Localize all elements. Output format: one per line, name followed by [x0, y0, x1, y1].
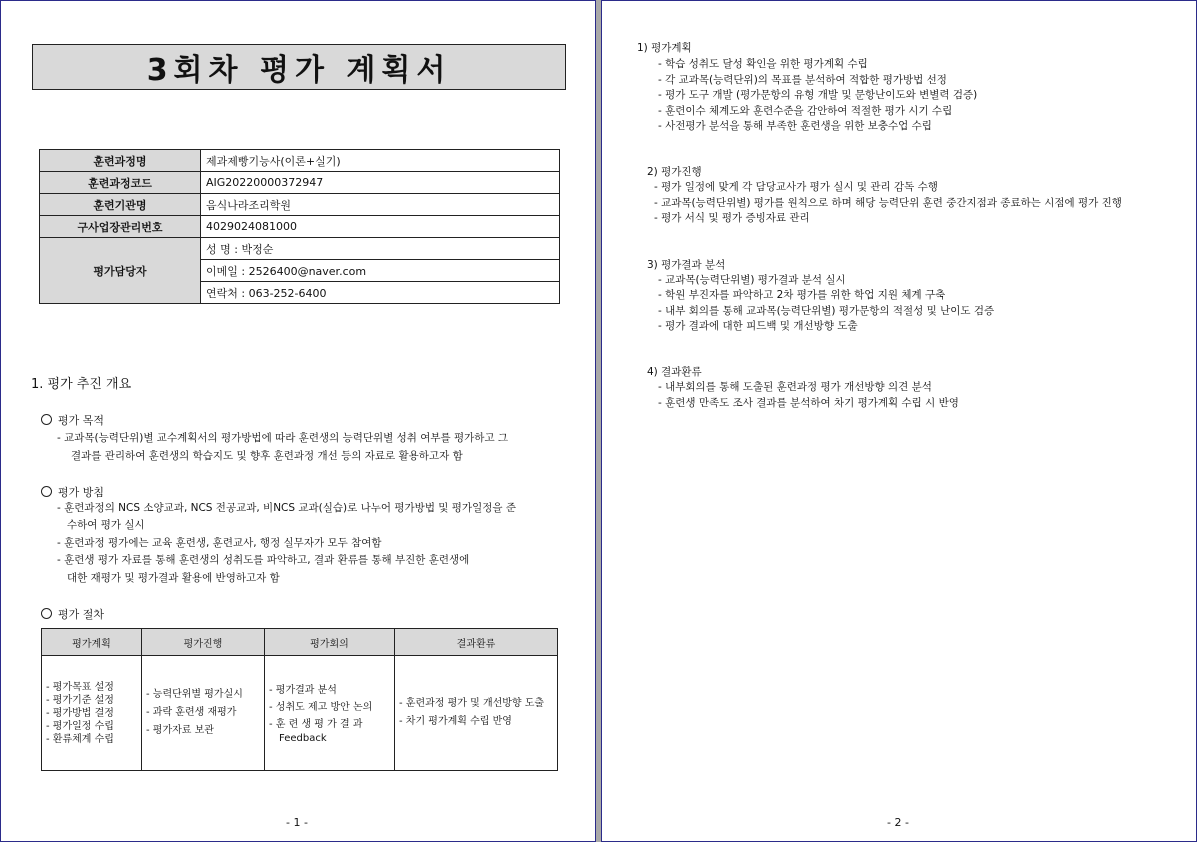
list-item: - 평가목표 설정: [46, 681, 114, 693]
institution-value: 음식나라조리학원: [201, 194, 560, 216]
list-item: - 평가결과 분석: [269, 684, 337, 696]
course-code-value: AIG20220000372947: [201, 172, 560, 194]
list-item: - 사전평가 분석을 통해 부족한 훈련생을 위한 보충수업 수립: [658, 120, 932, 132]
list-item: - 각 교과목(능력단위)의 목표를 분석하여 적합한 평가방법 선정: [658, 74, 947, 86]
policy-line-4: - 훈련생 평가 자료를 통해 훈련생의 성취도를 파악하고, 결과 환류를 통해 부진한 훈련생에: [57, 554, 470, 566]
section-1-title: 1. 평가 추진 개요: [31, 377, 132, 392]
evaluator-email: 이메일 : 2526400@naver.com: [201, 260, 560, 282]
course-name-label: 훈련과정명: [40, 150, 201, 172]
list-item: - 훈련생 만족도 조사 결과를 분석하여 차기 평가계획 수립 시 반영: [658, 397, 959, 409]
list-item: - 성취도 제고 방안 논의: [269, 701, 373, 713]
list-item: - 평가 도구 개발 (평가문항의 유형 개발 및 문항난이도와 변별력 검증): [658, 89, 978, 101]
biz-no-value: 4029024081000: [201, 216, 560, 238]
page-number: - 2 -: [887, 816, 909, 829]
circle-bullet-icon: [41, 414, 52, 425]
list-item: - 환류체계 수립: [46, 733, 114, 745]
evaluator-label: 평가담당자: [40, 238, 201, 304]
list-item: - 훈련이수 체계도와 훈련수준을 감안하여 적절한 평가 시기 수립: [658, 105, 953, 117]
list-item: - 차기 평가계획 수립 반영: [399, 716, 512, 727]
section-plan-title: 1) 평가계획: [637, 42, 692, 54]
policy-line-3: - 훈련과정 평가에는 교육 훈련생, 훈련교사, 행정 실무자가 모두 참여함: [57, 537, 382, 549]
circle-bullet-icon: [41, 486, 52, 497]
list-item: - 평가자료 보관: [146, 725, 214, 736]
circle-bullet-icon: [41, 608, 52, 619]
list-item: Feedback: [279, 732, 327, 744]
list-item: - 훈 련 생 평 가 결 과: [269, 718, 363, 730]
list-item: - 교과목(능력단위별) 평가결과 분석 실시: [658, 274, 846, 286]
list-item: - 평가일정 수립: [46, 720, 114, 732]
section-feedback-title: 4) 결과환류: [647, 366, 702, 378]
page-2: [601, 0, 1197, 842]
section-analysis-title: 3) 평가결과 분석: [647, 259, 726, 271]
flow-cell-plan: [42, 656, 142, 771]
list-item: - 내부 회의를 통해 교과목(능력단위별) 평가문항의 적절성 및 난이도 검증: [658, 305, 995, 317]
list-item: - 교과목(능력단위별) 평가를 원칙으로 하며 해당 능력단위 훈련 중간지점과 종료하는 시점에 평가 진행: [654, 197, 1122, 209]
flow-cell-meeting: [265, 656, 395, 771]
procedure-heading: [41, 606, 104, 622]
course-info-table: [39, 149, 560, 304]
policy-heading: [41, 484, 104, 500]
flow-header-plan: 평가계획: [42, 629, 142, 656]
institution-label: 훈련기관명: [40, 194, 201, 216]
policy-line-1: - 훈련과정의 NCS 소양교과, NCS 전공교과, 비NCS 교과(실습)로 나누어 평가방법 및 평가일정을 준: [57, 502, 516, 514]
list-item: - 평가기준 설정: [46, 694, 114, 706]
flow-cell-feedback: [395, 656, 558, 771]
policy-line-2: 수하여 평가 실시: [67, 519, 145, 531]
flow-header-feedback: 결과환류: [395, 629, 558, 656]
list-item: - 평가방법 결정: [46, 707, 114, 719]
purpose-title: 평가 목적: [58, 414, 105, 427]
purpose-line-1: - 교과목(능력단위)별 교수계획서의 평가방법에 따라 훈련생의 능력단위별 성취 여부를 평가하고 그: [57, 432, 509, 444]
section-progress-title: 2) 평가진행: [647, 166, 702, 178]
policy-title: 평가 방침: [58, 486, 105, 499]
course-code-label: 훈련과정코드: [40, 172, 201, 194]
document-title: 3회차 평가 계획서: [32, 44, 566, 90]
page-number: - 1 -: [286, 816, 308, 829]
list-item: - 학원 부진자를 파악하고 2차 평가를 위한 학업 지원 체계 구축: [658, 289, 946, 301]
policy-line-5: 대한 재평가 및 평가결과 활용에 반영하고자 함: [67, 572, 280, 584]
procedure-table: [41, 628, 558, 771]
list-item: - 내부회의를 통해 도출된 훈련과정 평가 개선방향 의견 분석: [658, 381, 932, 393]
list-item: - 평가 결과에 대한 피드백 및 개선방향 도출: [658, 320, 858, 332]
list-item: - 평가 일정에 맞게 각 담당교사가 평가 실시 및 관리 감독 수행: [654, 181, 938, 193]
list-item: - 평가 서식 및 평가 증빙자료 관리: [654, 212, 810, 224]
list-item: - 훈련과정 평가 및 개선방향 도출: [399, 698, 545, 709]
course-name-value: 제과제빵기능사(이론+실기): [201, 150, 560, 172]
evaluator-name: 성 명 : 박정순: [201, 238, 560, 260]
flow-header-meeting: 평가회의: [265, 629, 395, 656]
purpose-line-2: 결과를 관리하여 훈련생의 학습지도 및 향후 훈련과정 개선 등의 자료로 활용하고자 함: [71, 450, 463, 462]
flow-header-progress: 평가진행: [142, 629, 265, 656]
purpose-heading: [41, 412, 104, 428]
list-item: - 능력단위별 평가실시: [146, 689, 243, 700]
page-1: [0, 0, 596, 842]
list-item: - 학습 성취도 달성 확인을 위한 평가계획 수립: [658, 58, 868, 70]
evaluator-phone: 연락처 : 063-252-6400: [201, 282, 560, 304]
flow-cell-progress: [142, 656, 265, 771]
list-item: - 과락 훈련생 재평가: [146, 707, 237, 718]
procedure-title: 평가 절차: [58, 608, 105, 621]
biz-no-label: 구사업장관리번호: [40, 216, 201, 238]
